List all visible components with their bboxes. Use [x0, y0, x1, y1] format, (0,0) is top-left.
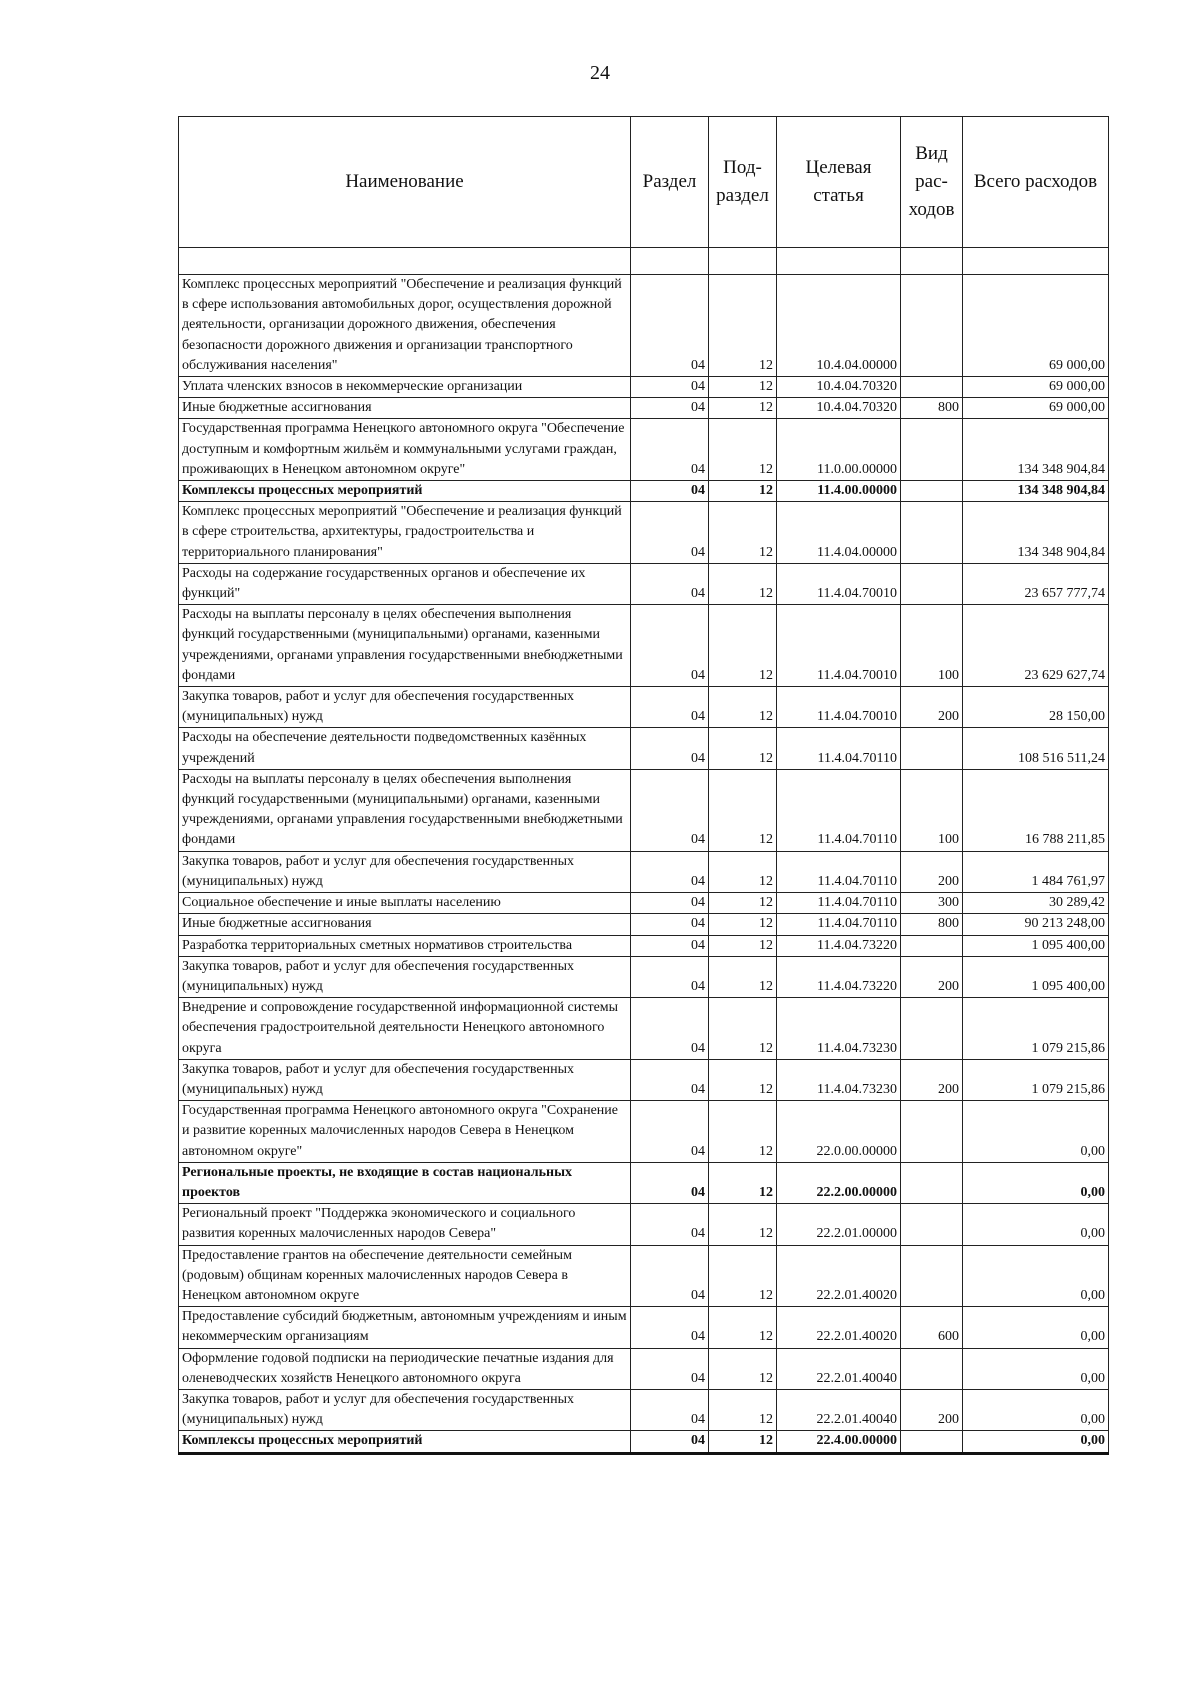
row-target-article: 22.2.01.00000	[777, 1204, 901, 1245]
row-target-article: 11.4.04.70010	[777, 563, 901, 604]
row-expense-type: 200	[901, 1059, 963, 1100]
row-total: 1 484 761,97	[963, 851, 1109, 892]
row-name: Расходы на содержание государственных органов и обеспечение их функций"	[179, 563, 631, 604]
row-total: 69 000,00	[963, 377, 1109, 398]
row-expense-type	[901, 275, 963, 377]
header-name: Наименование	[179, 117, 631, 248]
row-expense-type	[901, 935, 963, 956]
row-name: Расходы на выплаты персоналу в целях обеспечения выполнения функций государственными (муниципальными) органами, казенными учреждениями, органами управления государственными внебюджетными фондами	[179, 605, 631, 687]
row-total: 0,00	[963, 1245, 1109, 1307]
row-target-article: 11.4.04.70110	[777, 893, 901, 914]
row-total: 0,00	[963, 1204, 1109, 1245]
row-section: 04	[631, 769, 709, 851]
row-section: 04	[631, 1101, 709, 1163]
row-subsection: 12	[709, 1307, 777, 1348]
row-name: Комплексы процессных мероприятий	[179, 481, 631, 502]
row-subsection: 12	[709, 1431, 777, 1453]
table-row	[179, 419, 1109, 481]
row-target-article: 11.4.04.70110	[777, 914, 901, 935]
row-section: 04	[631, 1204, 709, 1245]
budget-table	[178, 116, 1109, 1455]
row-expense-type	[901, 1348, 963, 1389]
row-subsection: 12	[709, 851, 777, 892]
row-subsection: 12	[709, 956, 777, 997]
table-row	[179, 275, 1109, 377]
row-name: Региональный проект "Поддержка экономического и социального развития коренных малочисленных народов Севера"	[179, 1204, 631, 1245]
row-subsection: 12	[709, 1245, 777, 1307]
row-target-article: 11.4.04.70110	[777, 851, 901, 892]
table-row	[179, 956, 1109, 997]
row-target-article: 22.2.01.40020	[777, 1245, 901, 1307]
row-name: Закупка товаров, работ и услуг для обеспечения государственных (муниципальных) нужд	[179, 1389, 631, 1430]
table-row	[179, 377, 1109, 398]
table-row	[179, 1431, 1109, 1453]
row-name: Закупка товаров, работ и услуг для обеспечения государственных (муниципальных) нужд	[179, 851, 631, 892]
table-row	[179, 1204, 1109, 1245]
table-row	[179, 935, 1109, 956]
row-total: 69 000,00	[963, 275, 1109, 377]
row-expense-type: 100	[901, 605, 963, 687]
row-expense-type	[901, 563, 963, 604]
table-row	[179, 502, 1109, 564]
row-total: 23 629 627,74	[963, 605, 1109, 687]
row-total: 1 079 215,86	[963, 1059, 1109, 1100]
row-subsection: 12	[709, 1348, 777, 1389]
row-target-article: 22.0.00.00000	[777, 1101, 901, 1163]
row-expense-type	[901, 1204, 963, 1245]
header-subsection: Под- раздел	[709, 117, 777, 248]
row-section: 04	[631, 956, 709, 997]
row-section: 04	[631, 275, 709, 377]
row-target-article: 11.4.04.73220	[777, 956, 901, 997]
row-subsection: 12	[709, 1059, 777, 1100]
row-expense-type: 200	[901, 1389, 963, 1430]
header-section: Раздел	[631, 117, 709, 248]
table-row	[179, 1059, 1109, 1100]
row-subsection: 12	[709, 377, 777, 398]
row-total: 0,00	[963, 1101, 1109, 1163]
table-row	[179, 914, 1109, 935]
table-row	[179, 605, 1109, 687]
row-target-article: 10.4.04.70320	[777, 377, 901, 398]
row-name: Закупка товаров, работ и услуг для обеспечения государственных (муниципальных) нужд	[179, 956, 631, 997]
row-name: Закупка товаров, работ и услуг для обеспечения государственных (муниципальных) нужд	[179, 1059, 631, 1100]
row-total: 1 079 215,86	[963, 998, 1109, 1060]
row-section: 04	[631, 377, 709, 398]
row-total: 23 657 777,74	[963, 563, 1109, 604]
table-row	[179, 1307, 1109, 1348]
row-target-article: 11.4.00.00000	[777, 481, 901, 502]
row-total: 0,00	[963, 1431, 1109, 1453]
row-name: Государственная программа Ненецкого автономного округа "Обеспечение доступным и комфортным жильём и коммунальными услугами граждан, проживающих в Ненецком автономном округе"	[179, 419, 631, 481]
row-expense-type	[901, 1245, 963, 1307]
row-target-article: 11.4.04.73230	[777, 998, 901, 1060]
table-row	[179, 1389, 1109, 1430]
row-section: 04	[631, 605, 709, 687]
row-target-article: 10.4.04.70320	[777, 398, 901, 419]
row-name: Государственная программа Ненецкого автономного округа "Сохранение и развитие коренных малочисленных народов Севера в Ненецком автономном округе"	[179, 1101, 631, 1163]
header-target-article: Целевая статья	[777, 117, 901, 248]
row-section: 04	[631, 1059, 709, 1100]
row-section: 04	[631, 1389, 709, 1430]
row-expense-type: 300	[901, 893, 963, 914]
row-total: 134 348 904,84	[963, 419, 1109, 481]
table-row	[179, 1348, 1109, 1389]
row-subsection: 12	[709, 481, 777, 502]
row-section: 04	[631, 502, 709, 564]
row-name: Закупка товаров, работ и услуг для обеспечения государственных (муниципальных) нужд	[179, 687, 631, 728]
row-target-article: 22.4.00.00000	[777, 1431, 901, 1453]
row-target-article: 22.2.01.40040	[777, 1389, 901, 1430]
row-subsection: 12	[709, 728, 777, 769]
row-total: 28 150,00	[963, 687, 1109, 728]
row-expense-type	[901, 998, 963, 1060]
row-target-article: 22.2.01.40040	[777, 1348, 901, 1389]
row-section: 04	[631, 1245, 709, 1307]
row-expense-type	[901, 728, 963, 769]
row-section: 04	[631, 914, 709, 935]
row-target-article: 22.2.01.40020	[777, 1307, 901, 1348]
row-total: 108 516 511,24	[963, 728, 1109, 769]
row-subsection: 12	[709, 914, 777, 935]
row-total: 1 095 400,00	[963, 935, 1109, 956]
row-section: 04	[631, 1431, 709, 1453]
row-subsection: 12	[709, 893, 777, 914]
row-name: Комплекс процессных мероприятий "Обеспечение и реализация функций в сфере использования автомобильных дорог, осуществления дорожной деятельности, организации дорожного движения, обеспечения безопасности дорожного движения и организации транспортного обслуживания населения"	[179, 275, 631, 377]
row-target-article: 11.4.04.70110	[777, 728, 901, 769]
row-expense-type: 600	[901, 1307, 963, 1348]
row-expense-type: 100	[901, 769, 963, 851]
row-total: 16 788 211,85	[963, 769, 1109, 851]
table-row	[179, 1245, 1109, 1307]
table-row	[179, 851, 1109, 892]
row-section: 04	[631, 893, 709, 914]
row-name: Уплата членских взносов в некоммерческие организации	[179, 377, 631, 398]
row-subsection: 12	[709, 563, 777, 604]
row-expense-type	[901, 481, 963, 502]
row-section: 04	[631, 419, 709, 481]
row-subsection: 12	[709, 605, 777, 687]
row-target-article: 11.4.04.73220	[777, 935, 901, 956]
row-total: 90 213 248,00	[963, 914, 1109, 935]
table-row	[179, 398, 1109, 419]
row-total: 30 289,42	[963, 893, 1109, 914]
row-name: Расходы на выплаты персоналу в целях обеспечения выполнения функций государственными (муниципальными) органами, казенными учреждениями, органами управления государственными внебюджетными фондами	[179, 769, 631, 851]
row-target-article: 11.4.04.70110	[777, 769, 901, 851]
row-expense-type	[901, 419, 963, 481]
row-subsection: 12	[709, 1204, 777, 1245]
row-expense-type	[901, 1431, 963, 1453]
row-section: 04	[631, 998, 709, 1060]
row-name: Расходы на обеспечение деятельности подведомственных казённых учреждений	[179, 728, 631, 769]
row-target-article: 11.4.04.70010	[777, 687, 901, 728]
row-section: 04	[631, 687, 709, 728]
row-expense-type	[901, 1101, 963, 1163]
row-section: 04	[631, 398, 709, 419]
page-number: 24	[590, 62, 610, 84]
row-section: 04	[631, 935, 709, 956]
header-expense-type: Вид рас- ходов	[901, 117, 963, 248]
row-section: 04	[631, 481, 709, 502]
row-subsection: 12	[709, 419, 777, 481]
row-name: Оформление годовой подписки на периодические печатные издания для оленеводческих хозяйств Ненецкого автономного округа	[179, 1348, 631, 1389]
row-expense-type: 800	[901, 914, 963, 935]
row-total: 1 095 400,00	[963, 956, 1109, 997]
table-row	[179, 563, 1109, 604]
table-row	[179, 728, 1109, 769]
row-name: Региональные проекты, не входящие в состав национальных проектов	[179, 1162, 631, 1203]
row-subsection: 12	[709, 275, 777, 377]
row-subsection: 12	[709, 769, 777, 851]
row-name: Предоставление субсидий бюджетным, автономным учреждениям и иным некоммерческим организациям	[179, 1307, 631, 1348]
table-row	[179, 1162, 1109, 1203]
row-subsection: 12	[709, 502, 777, 564]
table-row	[179, 687, 1109, 728]
row-subsection: 12	[709, 398, 777, 419]
row-section: 04	[631, 728, 709, 769]
table-row	[179, 481, 1109, 502]
row-section: 04	[631, 851, 709, 892]
header-total: Всего расходов	[963, 117, 1109, 248]
row-section: 04	[631, 1162, 709, 1203]
row-expense-type: 200	[901, 851, 963, 892]
table-row	[179, 1101, 1109, 1163]
table-row	[179, 769, 1109, 851]
row-name: Иные бюджетные ассигнования	[179, 914, 631, 935]
row-section: 04	[631, 563, 709, 604]
row-name: Внедрение и сопровождение государственной информационной системы обеспечения градостроительной деятельности Ненецкого автономного округа	[179, 998, 631, 1060]
row-total: 0,00	[963, 1307, 1109, 1348]
row-subsection: 12	[709, 998, 777, 1060]
row-total: 0,00	[963, 1348, 1109, 1389]
row-total: 69 000,00	[963, 398, 1109, 419]
table-row	[179, 893, 1109, 914]
row-subsection: 12	[709, 1101, 777, 1163]
row-expense-type: 800	[901, 398, 963, 419]
row-total: 134 348 904,84	[963, 502, 1109, 564]
row-total: 134 348 904,84	[963, 481, 1109, 502]
row-target-article: 11.4.04.70010	[777, 605, 901, 687]
row-subsection: 12	[709, 935, 777, 956]
row-target-article: 11.4.04.00000	[777, 502, 901, 564]
row-name: Предоставление грантов на обеспечение деятельности семейным (родовым) общинам коренных малочисленных народов Севера в Ненецком автономном округе	[179, 1245, 631, 1307]
row-subsection: 12	[709, 1162, 777, 1203]
row-target-article: 22.2.00.00000	[777, 1162, 901, 1203]
row-target-article: 11.0.00.00000	[777, 419, 901, 481]
spacer-row	[179, 248, 1109, 275]
row-expense-type	[901, 377, 963, 398]
row-name: Разработка территориальных сметных нормативов строительства	[179, 935, 631, 956]
row-expense-type: 200	[901, 956, 963, 997]
row-section: 04	[631, 1307, 709, 1348]
row-expense-type	[901, 502, 963, 564]
row-target-article: 10.4.04.00000	[777, 275, 901, 377]
row-name: Комплекс процессных мероприятий "Обеспечение и реализация функций в сфере строительства, архитектуры, градостроительства и территориального планирования"	[179, 502, 631, 564]
row-section: 04	[631, 1348, 709, 1389]
row-total: 0,00	[963, 1389, 1109, 1430]
row-total: 0,00	[963, 1162, 1109, 1203]
row-expense-type	[901, 1162, 963, 1203]
row-expense-type: 200	[901, 687, 963, 728]
header-row	[179, 117, 1109, 248]
row-name: Социальное обеспечение и иные выплаты населению	[179, 893, 631, 914]
table-row	[179, 998, 1109, 1060]
row-subsection: 12	[709, 1389, 777, 1430]
row-subsection: 12	[709, 687, 777, 728]
row-target-article: 11.4.04.73230	[777, 1059, 901, 1100]
row-name: Иные бюджетные ассигнования	[179, 398, 631, 419]
row-name: Комплексы процессных мероприятий	[179, 1431, 631, 1453]
